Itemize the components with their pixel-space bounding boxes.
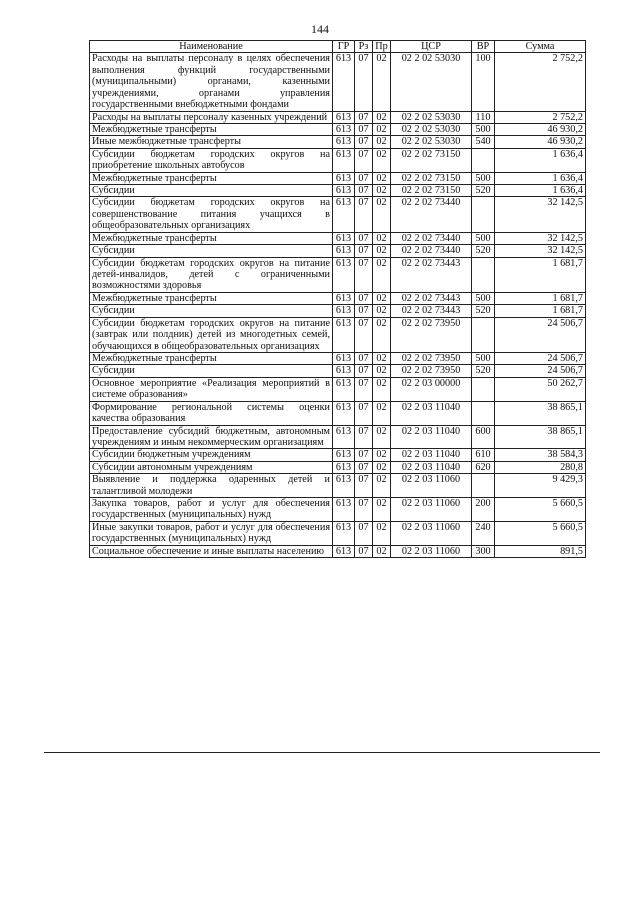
cell-name: Субсидии бюджетам городских округов на совершенствование питания учащихся в общеобразовательных организациях	[90, 197, 333, 232]
cell-csr: 02 2 02 53030	[391, 136, 472, 148]
cell-name: Субсидии автономным учреждениям	[90, 461, 333, 473]
header-pr: Пр	[373, 41, 391, 53]
cell-name: Субсидии бюджетным учреждениям	[90, 449, 333, 461]
cell-sum: 46 930,2	[495, 123, 586, 135]
cell-name: Субсидии бюджетам городских округов на питание детей-инвалидов, детей с ограниченными возможностями здоровья	[90, 257, 333, 292]
cell-sum: 38 865,1	[495, 425, 586, 449]
cell-csr: 02 2 02 73950	[391, 352, 472, 364]
cell-csr: 02 2 03 11040	[391, 401, 472, 425]
table-row	[90, 111, 586, 123]
cell-csr: 02 2 02 73440	[391, 232, 472, 244]
cell-pr: 02	[373, 185, 391, 197]
cell-gr: 613	[333, 474, 355, 498]
cell-rz: 07	[355, 53, 373, 111]
cell-csr: 02 2 02 53030	[391, 111, 472, 123]
cell-sum: 2 752,2	[495, 111, 586, 123]
cell-rz: 07	[355, 245, 373, 257]
cell-pr: 02	[373, 365, 391, 377]
cell-pr: 02	[373, 111, 391, 123]
cell-rz: 07	[355, 305, 373, 317]
cell-sum: 32 142,5	[495, 197, 586, 232]
cell-gr: 613	[333, 365, 355, 377]
cell-csr: 02 2 02 53030	[391, 53, 472, 111]
table-row	[90, 545, 586, 557]
cell-vr: 620	[472, 461, 495, 473]
cell-csr: 02 2 03 11040	[391, 461, 472, 473]
cell-rz: 07	[355, 292, 373, 304]
cell-rz: 07	[355, 136, 373, 148]
table-row	[90, 425, 586, 449]
cell-pr: 02	[373, 317, 391, 352]
cell-name: Выявление и поддержка одаренных детей и талантливой молодежи	[90, 474, 333, 498]
cell-sum: 24 506,7	[495, 352, 586, 364]
cell-pr: 02	[373, 232, 391, 244]
cell-gr: 613	[333, 449, 355, 461]
cell-vr: 520	[472, 365, 495, 377]
cell-gr: 613	[333, 197, 355, 232]
cell-vr: 500	[472, 232, 495, 244]
cell-csr: 02 2 03 11040	[391, 449, 472, 461]
table-row	[90, 401, 586, 425]
cell-rz: 07	[355, 172, 373, 184]
table-row	[90, 377, 586, 401]
cell-name: Закупка товаров, работ и услуг для обеспечения государственных (муниципальных) нужд	[90, 498, 333, 522]
cell-rz: 07	[355, 148, 373, 172]
cell-pr: 02	[373, 401, 391, 425]
cell-name: Субсидии	[90, 185, 333, 197]
cell-sum: 1 636,4	[495, 172, 586, 184]
cell-name: Межбюджетные трансферты	[90, 352, 333, 364]
cell-pr: 02	[373, 257, 391, 292]
table-row	[90, 352, 586, 364]
cell-pr: 02	[373, 449, 391, 461]
cell-sum: 1 636,4	[495, 185, 586, 197]
table-row	[90, 292, 586, 304]
cell-sum: 32 142,5	[495, 245, 586, 257]
table-row	[90, 245, 586, 257]
cell-vr	[472, 257, 495, 292]
cell-pr: 02	[373, 425, 391, 449]
cell-vr: 520	[472, 305, 495, 317]
cell-name: Межбюджетные трансферты	[90, 172, 333, 184]
header-rz: Рз	[355, 41, 373, 53]
cell-pr: 02	[373, 148, 391, 172]
cell-csr: 02 2 02 73443	[391, 305, 472, 317]
table-row	[90, 123, 586, 135]
cell-gr: 613	[333, 545, 355, 557]
cell-csr: 02 2 03 11060	[391, 498, 472, 522]
cell-rz: 07	[355, 377, 373, 401]
cell-gr: 613	[333, 111, 355, 123]
cell-name: Основное мероприятие «Реализация мероприятий в системе образования»	[90, 377, 333, 401]
cell-rz: 07	[355, 474, 373, 498]
cell-rz: 07	[355, 545, 373, 557]
cell-pr: 02	[373, 521, 391, 545]
cell-vr	[472, 148, 495, 172]
cell-sum: 1 681,7	[495, 257, 586, 292]
cell-csr: 02 2 02 73950	[391, 365, 472, 377]
table-row	[90, 148, 586, 172]
cell-pr: 02	[373, 292, 391, 304]
cell-gr: 613	[333, 53, 355, 111]
cell-sum: 280,8	[495, 461, 586, 473]
cell-sum: 46 930,2	[495, 136, 586, 148]
cell-csr: 02 2 02 53030	[391, 123, 472, 135]
cell-gr: 613	[333, 401, 355, 425]
cell-csr: 02 2 03 11060	[391, 521, 472, 545]
cell-csr: 02 2 03 11060	[391, 545, 472, 557]
cell-gr: 613	[333, 232, 355, 244]
cell-csr: 02 2 03 11040	[391, 425, 472, 449]
table-row	[90, 317, 586, 352]
cell-gr: 613	[333, 521, 355, 545]
cell-sum: 38 584,3	[495, 449, 586, 461]
cell-sum: 24 506,7	[495, 317, 586, 352]
cell-name: Межбюджетные трансферты	[90, 232, 333, 244]
cell-name: Иные закупки товаров, работ и услуг для обеспечения государственных (муниципальных) нужд	[90, 521, 333, 545]
cell-gr: 613	[333, 148, 355, 172]
cell-vr: 500	[472, 172, 495, 184]
table-row	[90, 197, 586, 232]
cell-rz: 07	[355, 449, 373, 461]
cell-csr: 02 2 03 00000	[391, 377, 472, 401]
cell-name: Иные межбюджетные трансферты	[90, 136, 333, 148]
cell-csr: 02 2 03 11060	[391, 474, 472, 498]
cell-csr: 02 2 02 73150	[391, 172, 472, 184]
table-row	[90, 498, 586, 522]
cell-gr: 613	[333, 461, 355, 473]
table-row	[90, 449, 586, 461]
cell-name: Субсидии бюджетам городских округов на приобретение школьных автобусов	[90, 148, 333, 172]
cell-rz: 07	[355, 521, 373, 545]
cell-name: Субсидии	[90, 245, 333, 257]
table-header-row	[90, 41, 586, 53]
cell-pr: 02	[373, 352, 391, 364]
cell-csr: 02 2 02 73443	[391, 292, 472, 304]
cell-gr: 613	[333, 377, 355, 401]
cell-pr: 02	[373, 136, 391, 148]
cell-rz: 07	[355, 232, 373, 244]
cell-pr: 02	[373, 123, 391, 135]
cell-sum: 24 506,7	[495, 365, 586, 377]
cell-rz: 07	[355, 111, 373, 123]
cell-sum: 2 752,2	[495, 53, 586, 111]
cell-sum: 1 636,4	[495, 148, 586, 172]
table-row	[90, 172, 586, 184]
table-row	[90, 305, 586, 317]
budget-table	[89, 40, 586, 558]
table-row	[90, 232, 586, 244]
cell-rz: 07	[355, 365, 373, 377]
cell-vr: 500	[472, 352, 495, 364]
cell-pr: 02	[373, 474, 391, 498]
cell-vr: 110	[472, 111, 495, 123]
cell-gr: 613	[333, 245, 355, 257]
cell-pr: 02	[373, 305, 391, 317]
table-row	[90, 257, 586, 292]
cell-name: Субсидии	[90, 305, 333, 317]
table-row	[90, 365, 586, 377]
table-row	[90, 185, 586, 197]
cell-pr: 02	[373, 461, 391, 473]
cell-gr: 613	[333, 352, 355, 364]
cell-pr: 02	[373, 498, 391, 522]
cell-gr: 613	[333, 317, 355, 352]
cell-pr: 02	[373, 172, 391, 184]
cell-rz: 07	[355, 498, 373, 522]
cell-rz: 07	[355, 425, 373, 449]
cell-gr: 613	[333, 185, 355, 197]
cell-vr: 200	[472, 498, 495, 522]
cell-pr: 02	[373, 545, 391, 557]
cell-sum: 5 660,5	[495, 521, 586, 545]
cell-vr	[472, 474, 495, 498]
cell-rz: 07	[355, 317, 373, 352]
table-row	[90, 53, 586, 111]
cell-rz: 07	[355, 401, 373, 425]
cell-gr: 613	[333, 305, 355, 317]
cell-pr: 02	[373, 245, 391, 257]
cell-vr: 500	[472, 292, 495, 304]
cell-name: Субсидии бюджетам городских округов на питание (завтрак или полдник) детей из многодетных семей, обучающихся в общеобразовательных организациях	[90, 317, 333, 352]
header-sum: Сумма	[495, 41, 586, 53]
page-number: 144	[311, 22, 329, 36]
header-vr: ВР	[472, 41, 495, 53]
cell-name: Формирование региональной системы оценки качества образования	[90, 401, 333, 425]
cell-vr	[472, 317, 495, 352]
header-csr: ЦСР	[391, 41, 472, 53]
cell-sum: 32 142,5	[495, 232, 586, 244]
cell-gr: 613	[333, 292, 355, 304]
cell-sum: 5 660,5	[495, 498, 586, 522]
cell-vr	[472, 377, 495, 401]
header-gr: ГР	[333, 41, 355, 53]
cell-rz: 07	[355, 197, 373, 232]
cell-vr: 240	[472, 521, 495, 545]
cell-pr: 02	[373, 197, 391, 232]
cell-vr: 500	[472, 123, 495, 135]
cell-rz: 07	[355, 461, 373, 473]
table-row	[90, 136, 586, 148]
cell-gr: 613	[333, 123, 355, 135]
header-name: Наименование	[90, 41, 333, 53]
cell-name: Межбюджетные трансферты	[90, 292, 333, 304]
cell-name: Межбюджетные трансферты	[90, 123, 333, 135]
cell-name: Предоставление субсидий бюджетным, автономным учреждениям и иным некоммерческим организациям	[90, 425, 333, 449]
cell-rz: 07	[355, 257, 373, 292]
cell-csr: 02 2 02 73150	[391, 185, 472, 197]
cell-vr: 300	[472, 545, 495, 557]
cell-pr: 02	[373, 377, 391, 401]
cell-sum: 891,5	[495, 545, 586, 557]
cell-gr: 613	[333, 257, 355, 292]
table-row	[90, 474, 586, 498]
cell-vr	[472, 197, 495, 232]
cell-csr: 02 2 02 73443	[391, 257, 472, 292]
cell-csr: 02 2 02 73440	[391, 245, 472, 257]
footer-divider	[44, 752, 600, 753]
cell-sum: 1 681,7	[495, 292, 586, 304]
cell-rz: 07	[355, 352, 373, 364]
table-row	[90, 461, 586, 473]
cell-vr: 100	[472, 53, 495, 111]
cell-sum: 50 262,7	[495, 377, 586, 401]
cell-csr: 02 2 02 73440	[391, 197, 472, 232]
cell-sum: 1 681,7	[495, 305, 586, 317]
cell-csr: 02 2 02 73950	[391, 317, 472, 352]
cell-sum: 9 429,3	[495, 474, 586, 498]
cell-gr: 613	[333, 172, 355, 184]
cell-gr: 613	[333, 498, 355, 522]
cell-gr: 613	[333, 136, 355, 148]
cell-rz: 07	[355, 123, 373, 135]
cell-vr: 540	[472, 136, 495, 148]
cell-name: Расходы на выплаты персоналу казенных учреждений	[90, 111, 333, 123]
table-row	[90, 521, 586, 545]
cell-vr: 520	[472, 245, 495, 257]
cell-name: Социальное обеспечение и иные выплаты населению	[90, 545, 333, 557]
cell-pr: 02	[373, 53, 391, 111]
cell-vr: 610	[472, 449, 495, 461]
cell-vr: 520	[472, 185, 495, 197]
cell-vr	[472, 401, 495, 425]
cell-name: Субсидии	[90, 365, 333, 377]
cell-name: Расходы на выплаты персоналу в целях обеспечения выполнения функций государственными (муниципальными) органами, казенными учреждениями, органами управления государственными внебюджетными фондами	[90, 53, 333, 111]
cell-vr: 600	[472, 425, 495, 449]
cell-gr: 613	[333, 425, 355, 449]
cell-rz: 07	[355, 185, 373, 197]
cell-csr: 02 2 02 73150	[391, 148, 472, 172]
cell-sum: 38 865,1	[495, 401, 586, 425]
